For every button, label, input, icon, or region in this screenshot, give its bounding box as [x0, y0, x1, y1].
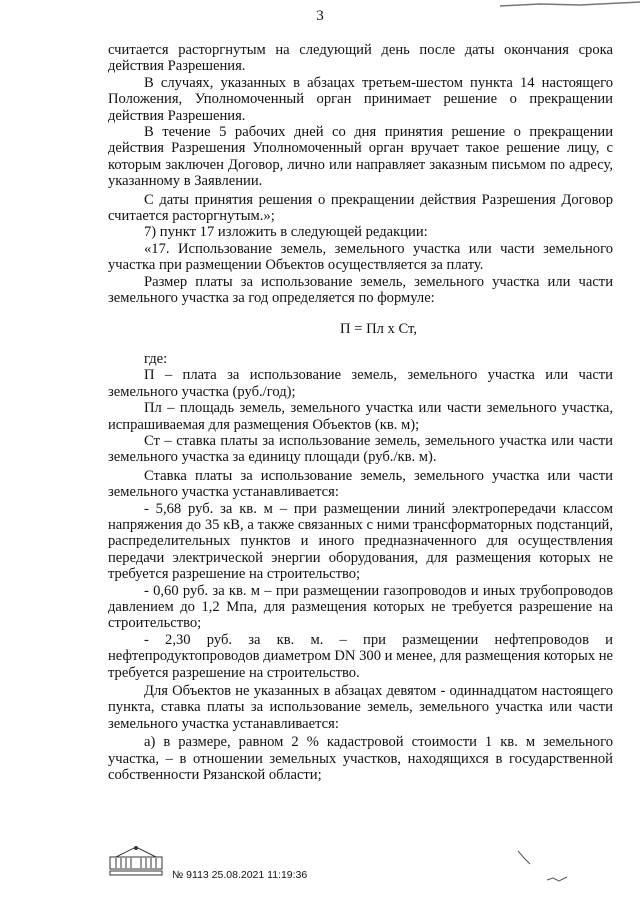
rate-item: - 2,30 руб. за кв. м. – при размещении нефтепроводов и нефтепродуктопроводов диаметром DN 300 и менее, для размещения которых не требуется разрешение на строительство. [108, 631, 613, 681]
rate-item: - 5,68 руб. за кв. м – при размещении линий электропередачи классом напряжения до 35 кВ, а также связанных с ними трансформаторных подстанций, распределительных пунктов и иного предназначенного для осуществления передачи электрической энергии оборудования, для размещения которых не требуется разрешение на строительство; [108, 500, 613, 583]
rate-item: - 0,60 руб. за кв. м – при размещении газопроводов и иных трубопроводов давлением до 1,2 Мпа, для размещения которых не требуется разрешение на строительство; [108, 582, 613, 632]
definition: Ст – ставка платы за использование земель, земельного участка или части земельного участка за единицу площади (руб./кв. м). [108, 432, 613, 466]
paragraph: Ставка платы за использование земель, земельного участка или части земельного участка устанавливается: [108, 467, 613, 501]
paragraph: С даты принятия решения о прекращении действия Разрешения Договор считается расторгнутым.»; [108, 191, 613, 225]
building-stamp-icon [108, 843, 164, 877]
list-item: а) в размере, равном 2 % кадастровой стоимости 1 кв. м земельного участка, – в отношении земельных участков, находящихся в государственной собственности Рязанской области; [108, 734, 613, 784]
paragraph: Для Объектов не указанных в абзацах девятом - одиннадцатом настоящего пункта, ставка платы за использование земель, земельного участка или части земельного участка устанавливается: [108, 683, 613, 732]
definition: Пл – площадь земель, земельного участка или части земельного участка, испрашиваемая для размещения Объектов (кв. м); [108, 400, 613, 433]
paragraph: В течение 5 рабочих дней со дня принятия решение о прекращении действия Разрешения Уполномоченный орган вручает такое решение лицу, с которым заключен Договор, лично или направляет заказным письмом по адресу, указанному в Заявлении. [108, 124, 613, 190]
footer [108, 843, 368, 893]
document-body [108, 42, 613, 783]
paragraph: считается расторгнутым на следующий день после даты окончания срока действия Разрешения. [108, 42, 613, 75]
pen-mark [515, 848, 535, 868]
where-label: где: [144, 350, 168, 367]
paragraph: В случаях, указанных в абзацах третьем-шестом пункта 14 настоящего Положения, Уполномоченный орган принимает решение о прекращении действия Разрешения. [108, 74, 613, 124]
definition: П – плата за использование земель, земельного участка или части земельного участка (руб./год); [108, 367, 613, 400]
pen-mark [545, 872, 575, 886]
paragraph: «17. Использование земель, земельного участка или части земельного участка при размещении Объектов осуществляется за плату. [108, 240, 613, 274]
paragraph: Размер платы за использование земель, земельного участка или части земельного участка за год определяется по формуле: [108, 273, 613, 307]
formula: П = Пл х Ст, [340, 320, 417, 337]
page-number: 3 [316, 8, 324, 24]
paragraph: 7) пункт 17 изложить в следующей редакции: [144, 224, 428, 241]
registration-stamp: № 9113 25.08.2021 11:19:36 [172, 869, 308, 881]
